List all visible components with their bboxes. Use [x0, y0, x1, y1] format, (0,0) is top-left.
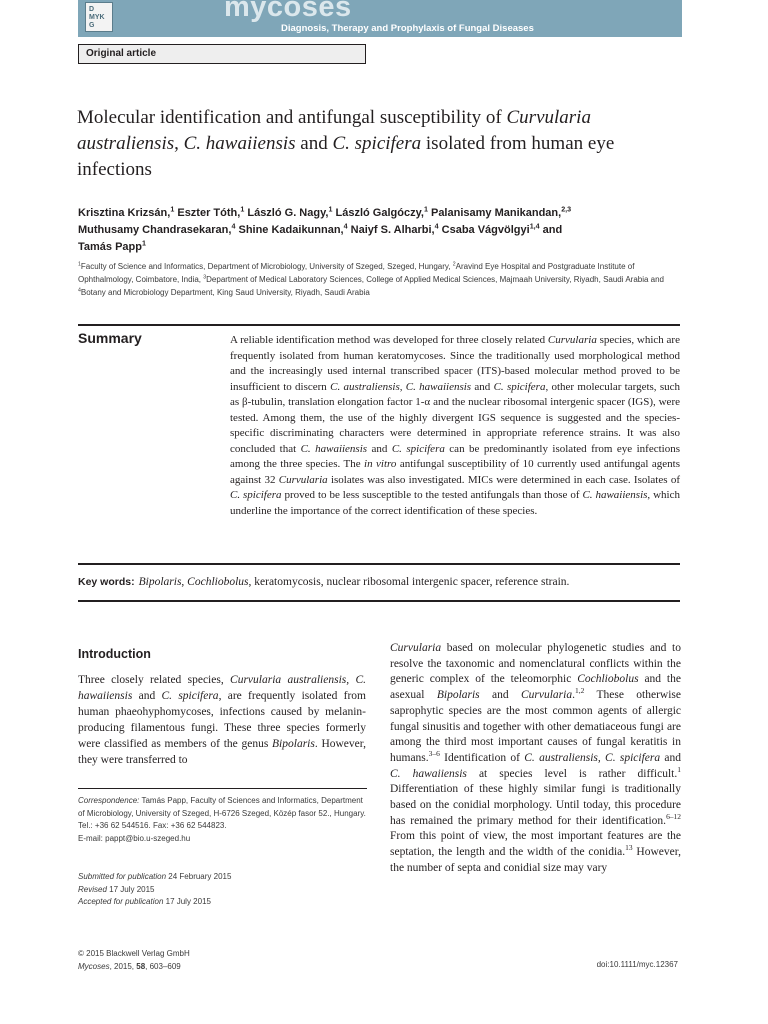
footnote-rule	[78, 788, 367, 789]
logo-text: D	[89, 6, 95, 13]
correspondence-note: Correspondence: Tamás Papp, Faculty of Sciences and Informatics, Department of Microbiology, University of Szeged, H-6726 Szeged, Közép fasor 52., Hungary. Tel.: +36 62 544516. Fax: +36 62 544823. E-mail: pappt@bio.u-szeged.hu	[78, 796, 366, 843]
publication-dates: Submitted for publication 24 February 2015 Revised 17 July 2015 Accepted for publication 17 July 2015	[78, 872, 232, 906]
author-list: Krisztina Krizsán,$^1$ Eszter Tóth,$^1$ László G. Nagy,$^1$ László Galgóczy,$^1$ Palanisamy Manikandan,$^{2,3}$ Muthusamy Chandrasekaran,$^4$ Shine Kadaikunnan,$^4$ Naiyf S. Alharbi,$^4$ Csaba Vágvölgyi$^{1,4}$ and Tamás Papp$^1$	[78, 205, 572, 253]
introduction-text-left: Three closely related species, Curvularia australiensis, C. hawaiiensis and C. spicifera, are frequently isolated from human phaeohyphomycoses, infections caused by melanin-producing filamentous fungi. These three species formerly were classified as members of the genus Bipolaris. However, they were transferred to	[78, 674, 367, 766]
logo-text: G	[89, 22, 95, 29]
summary-top-rule	[78, 324, 680, 326]
article-type-label: Original article	[78, 44, 366, 64]
keywords: Key words: Bipolaris, Cochliobolus, keratomycosis, nuclear ribosomal intergenic spacer, reference strain.	[78, 576, 570, 588]
summary-heading: Summary	[78, 330, 142, 346]
summary-bottom-rule	[78, 563, 680, 565]
article-title: Molecular identification and antifungal susceptibility of Curvularia australiensis, C. hawaiiensis and C. spicifera isolated from human eye infections	[77, 107, 615, 180]
doi: doi:10.1111/myc.12367	[596, 960, 678, 969]
introduction-text-right: Curvularia based on molecular phylogenetic studies and to resolve the taxonomic and nomenclatural conflicts within the generic complex of the teleomorphic Cochliobolus and the asexual Bipolaris and Curvularia.$^{1,2}$ These otherwise saprophytic species are the most common agents of allergic fungal sinusitis and together with other dematiaceous fungi are among the third most important causes of fungal keratitis in humans.$^{3-6}$ Identification of C. australiensis, C. spicifera and C. hawaiiensis at species level is rather difficult.$^1$ Differentiation of these highly similar fungi is traditionally based on the conidial morphology. Until today, this procedure has remained the primary method for their identification.$^{6-12}$ From this point of view, the most important features are the septation, the length and the width of the conidia.$^{13}$ However, the number of septa and conidial size may vary	[390, 642, 681, 874]
journal-tagline: Diagnosis, Therapy and Prophylaxis of Fungal Diseases	[281, 23, 534, 34]
keywords-bottom-rule	[78, 600, 680, 602]
logo-text: MYK	[89, 14, 105, 21]
journal-name: mycoses	[224, 0, 352, 23]
introduction-heading: Introduction	[78, 647, 151, 661]
footer-citation: © 2015 Blackwell Verlag GmbH Mycoses, 2015, 58, 603–609	[78, 949, 190, 971]
summary-text: A reliable identification method was developed for three closely related Curvularia species, which are frequently isolated from human keratomycoses. Since the traditionally used morphological method and the increasingly used internal transcribed spacer (ITS)-based molecular method proved to be insufficient to discern C. australiensis, C. hawaiiensis and C. spicifera, other molecular targets, such as β-tubulin, translation elongation factor 1-α and the nuclear ribosomal intergenic spacer (IGS), were tested. Among them, the use of the highly divergent IGS sequence is suggested and the species-specific discriminating characters were determined in appropriate reference strains. It was also concluded that C. hawaiiensis and C. spicifera can be predominantly isolated from eye infections among the three species. The in vitro antifungal susceptibility of 10 currently used antifungal agents against 32 Curvularia isolates was also investigated. MICs were determined in each case. Isolates of C. spicifera proved to be less susceptible to the tested antifungals than those of C. hawaiiensis, which underline the importance of the correct identification of these species.	[230, 334, 680, 517]
affiliations: $^1$Faculty of Science and Informatics, Department of Microbiology, University of Szeged, Szeged, Hungary, $^2$Aravind Eye Hospital and Postgraduate Institute of Ophthalmology, Coimbatore, India, $^3$Department of Medical Laboratory Sciences, College of Applied Medical Sciences, Majmaah University, Riyadh, Saudi Arabia and $^4$Botany and Microbiology Department, King Saud University, Riyadh, Saudi Arabia	[78, 261, 665, 297]
dmykg-logo	[85, 2, 113, 32]
